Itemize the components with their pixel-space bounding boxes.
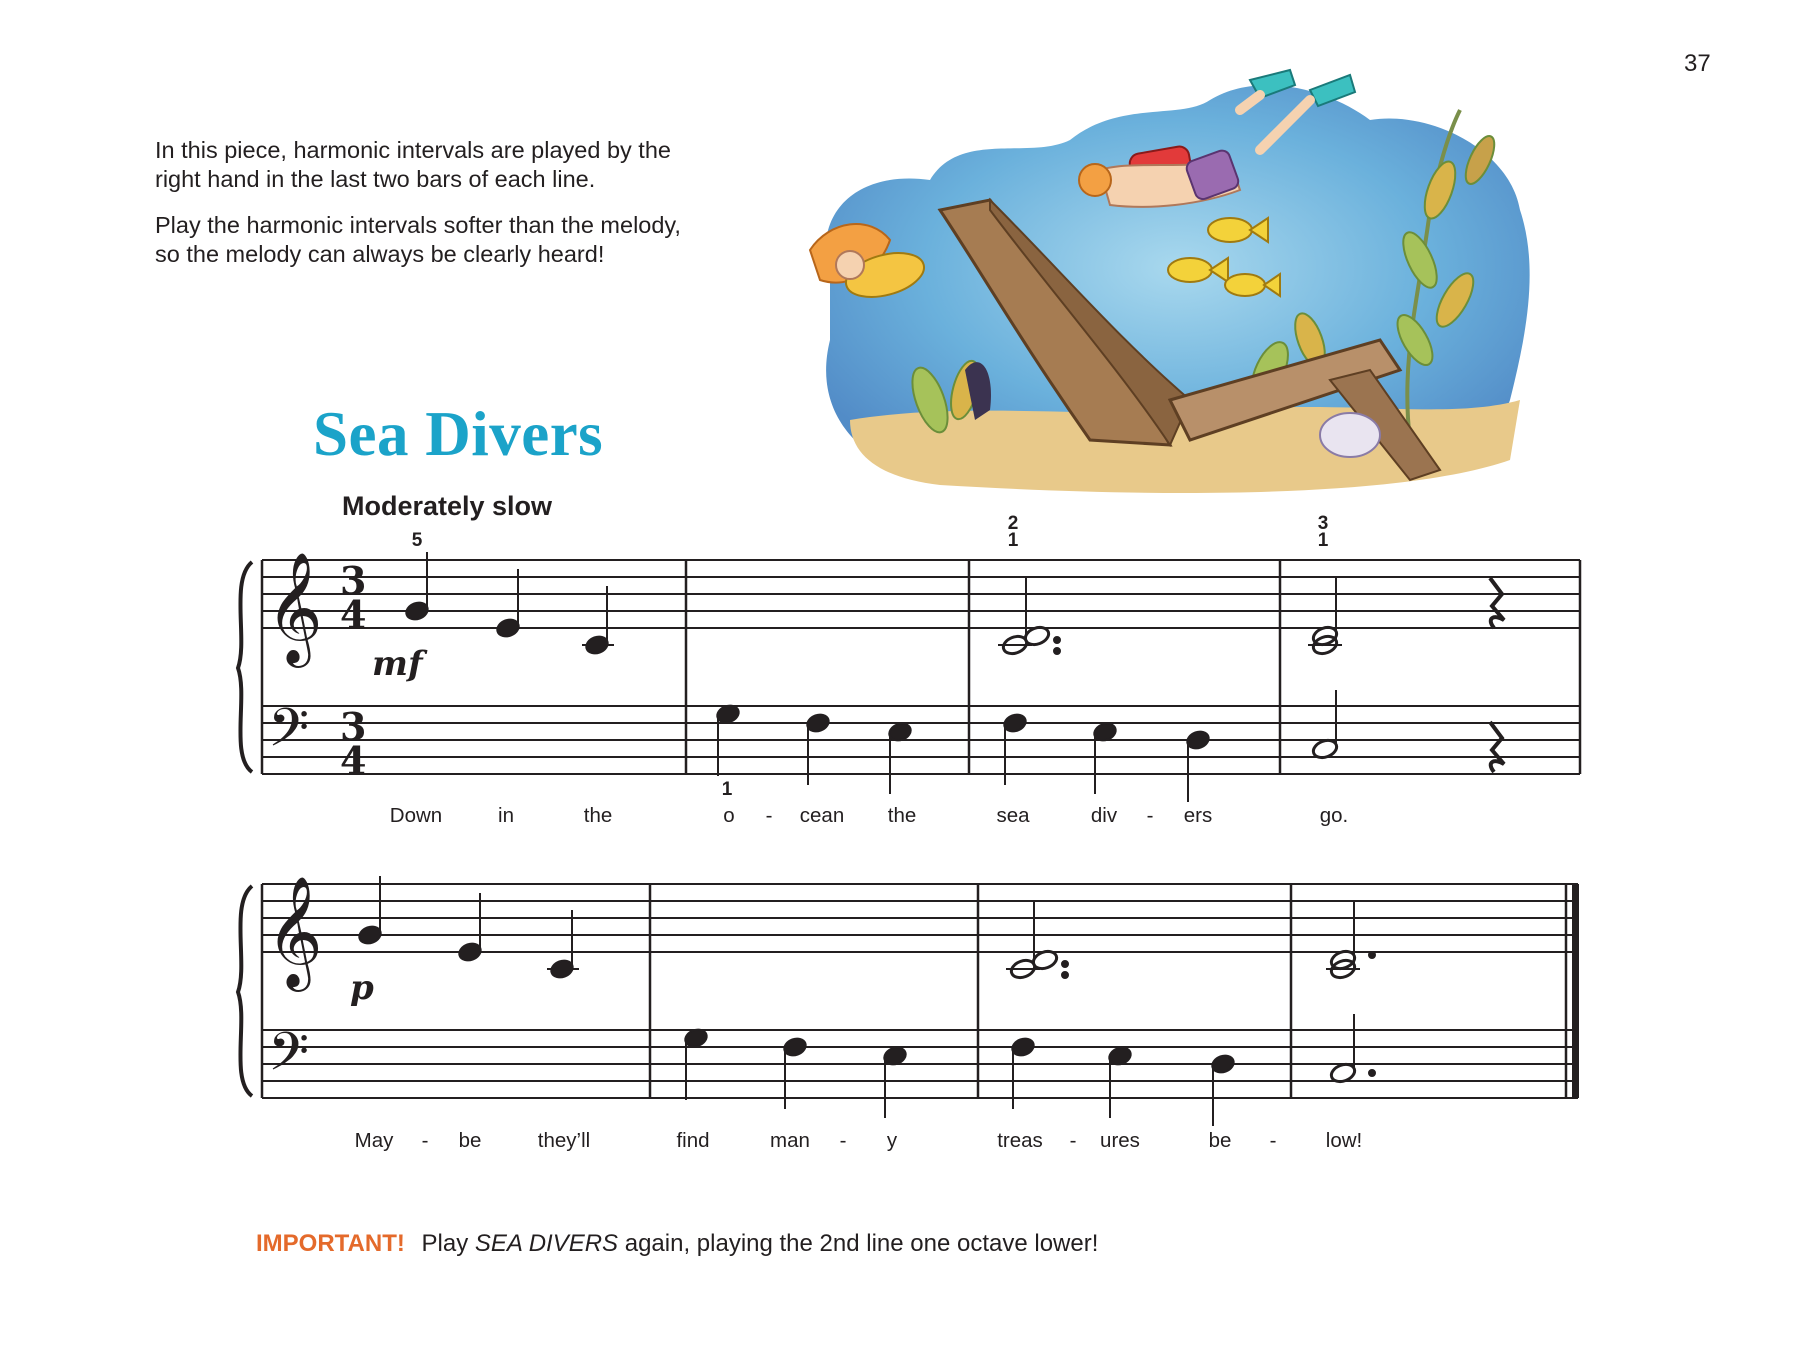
fingering-2 [1008,515,1019,549]
final-barline [1572,884,1579,1098]
lyric-hyphen: - [421,1129,429,1152]
time-sig-treble-bottom: 4 [340,592,367,637]
lyric-syllable: Down [389,804,443,827]
lyric-syllable: treas [997,1129,1043,1152]
important-label: IMPORTANT! [256,1230,405,1257]
lyric-hyphen: - [765,804,773,827]
lyric-hyphen: - [1269,1129,1277,1152]
important-note [256,1230,1098,1258]
system-1-brace [238,562,252,772]
dot [1369,952,1375,958]
quarter-rest-icon [1490,578,1504,628]
lyric-syllable: the [887,804,917,827]
fingering-3-bottom: 1 [1317,530,1329,551]
dot [1062,961,1068,967]
fingering-4-bottom: 1 [721,779,733,800]
lyric-hyphen: - [1146,804,1154,827]
fingering-3-top: 3 [1317,513,1329,534]
system-1-bass-staff [262,706,1580,774]
important-piece-title: SEA DIVERS [474,1230,619,1257]
treble-clef-icon: 𝄞 [266,875,323,987]
intro-p1-line1: In this piece, harmonic intervals are played by the [155,137,671,163]
lyric-syllable: cean [799,804,845,827]
system-2-brace [238,886,252,1096]
time-sig-bass-top: 3 [340,704,367,749]
page-number: 37 [1684,50,1711,77]
system-2-bass-staff [262,1030,1578,1098]
bass-clef-icon: 𝄢 [268,698,310,772]
intro-p2-line2: so the melody can always be clearly heard! [155,241,605,267]
system-2-treble-staff [262,884,1578,952]
lyric-syllable: be [1208,1129,1232,1152]
system-1-treble-staff [262,560,1580,628]
system-2-barlines [262,884,1566,1098]
quarter-rest-icon [1490,722,1504,772]
lyric-syllable: go. [1319,804,1349,827]
fingering-2-top: 2 [1007,513,1019,534]
fingering-1-bottom: 5 [411,530,423,551]
dot [1062,972,1068,978]
lyric-syllable: o [723,804,735,827]
lyric-syllable: div [1090,804,1118,827]
lyric-syllable: May [354,1129,394,1152]
lyric-syllable: they’ll [537,1129,591,1152]
intro-p1-line2: right hand in the last two bars of each line. [155,166,596,192]
time-sig-treble-top: 3 [340,558,367,603]
piece-title: Sea Divers [313,399,604,469]
important-text-before: Play [421,1230,469,1257]
lyric-syllable: the [583,804,613,827]
lyric-syllable: sea [996,804,1030,827]
lyric-syllable: in [498,804,514,827]
treble-clef-icon: 𝄞 [266,551,323,663]
fingering-3 [1318,515,1329,549]
fingering-4 [722,781,733,798]
lyric-syllable: y [886,1129,898,1152]
fingering-1 [412,532,423,549]
intro-p2-line1: Play the harmonic intervals softer than the melody, [155,212,681,238]
lyric-hyphen: - [1069,1129,1077,1152]
tempo-marking: Moderately slow [342,491,553,521]
lyric-syllable: find [676,1129,710,1152]
dot [1054,637,1060,643]
dynamic-mf: mf [372,644,423,684]
lyric-hyphen: - [839,1129,847,1152]
lyric-syllable: man [770,1129,810,1152]
lyric-syllable: ures [1100,1129,1140,1152]
system-1-barlines [262,560,1580,774]
lyric-syllable: ers [1183,804,1213,827]
important-text-after: again, playing the 2nd line one octave lower! [624,1230,1099,1257]
dot [1369,1070,1375,1076]
fingering-2-bottom: 1 [1007,530,1019,551]
bass-clef-icon: 𝄢 [268,1022,310,1096]
lyric-syllable: be [458,1129,482,1152]
time-sig-bass-bottom: 4 [340,738,367,783]
dynamic-p: p [350,968,374,1008]
lyric-syllable: low! [1325,1129,1363,1152]
dot [1054,648,1060,654]
